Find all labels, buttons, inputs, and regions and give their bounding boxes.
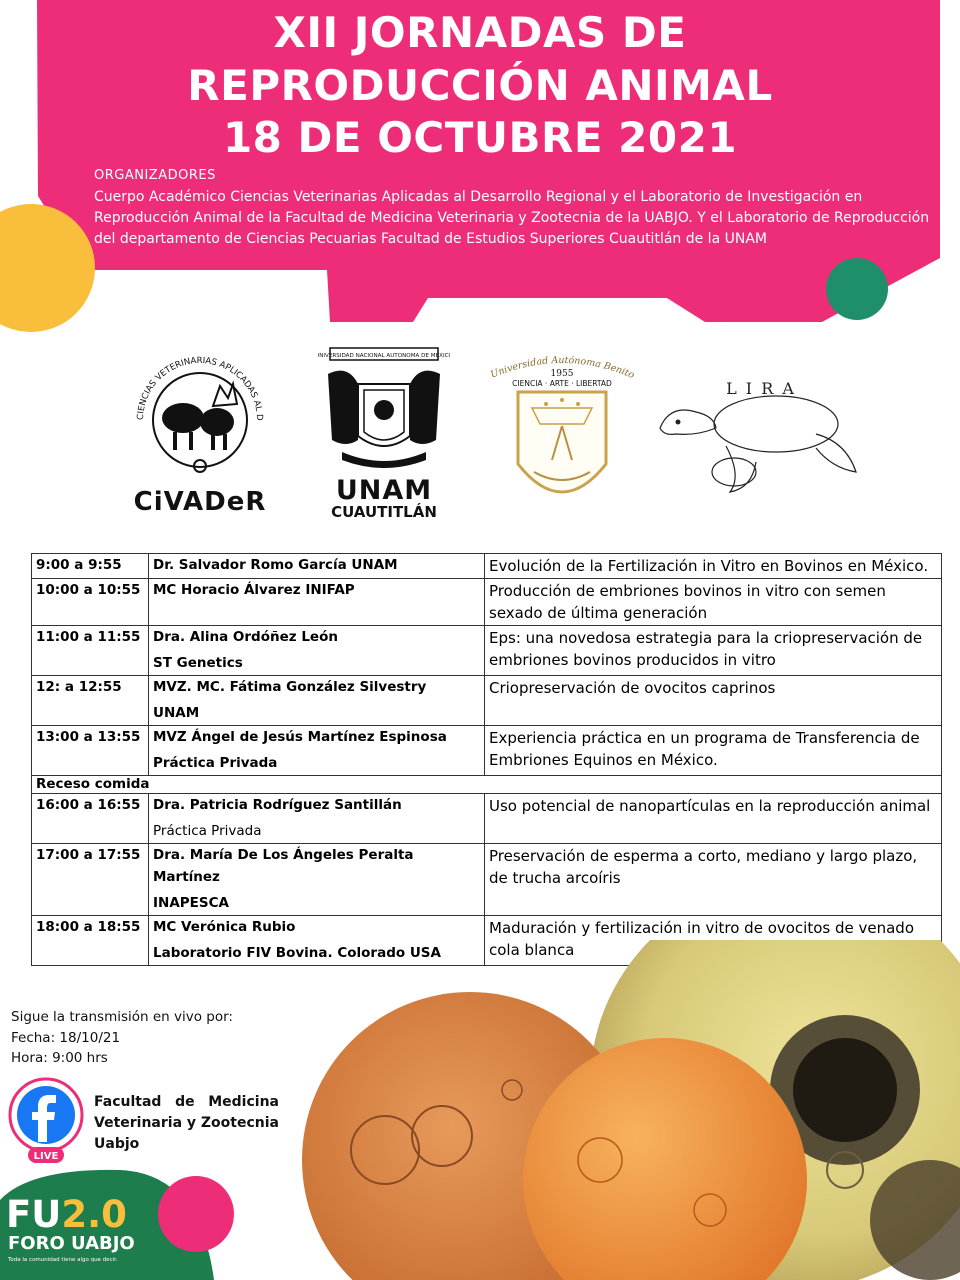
recess-label: Receso comida bbox=[32, 776, 942, 794]
unam-logo bbox=[318, 344, 450, 524]
footer-tagline: Toda la comunidad tiene algo que decir. bbox=[8, 1257, 118, 1263]
broadcast-line: Sigue la transmisión en vivo por: bbox=[11, 1009, 233, 1025]
fu-logo bbox=[6, 1193, 127, 1236]
session-time: 10:00 a 10:55 bbox=[32, 579, 149, 626]
speaker-affiliation: Práctica Privada bbox=[153, 823, 262, 839]
speaker-name: MVZ Ángel de Jesús Martínez Espinosa bbox=[153, 729, 447, 745]
svg-text:CIENCIA · ARTE · LIBERTAD: CIENCIA · ARTE · LIBERTAD bbox=[512, 379, 612, 388]
event-date-title: 18 DE OCTUBRE 2021 bbox=[222, 113, 738, 162]
event-title-line-1: XII JORNADAS DE bbox=[273, 8, 687, 57]
schedule-recess-row bbox=[32, 776, 942, 794]
civader-seal-icon bbox=[125, 348, 275, 478]
schedule-table bbox=[31, 553, 942, 966]
speaker-affiliation: UNAM bbox=[153, 705, 200, 721]
session-time: 13:00 a 13:55 bbox=[32, 726, 149, 776]
unam-campus: CUAUTITLÁN bbox=[331, 503, 437, 521]
session-time: 12: a 12:55 bbox=[32, 676, 149, 726]
live-badge: LIVE bbox=[33, 1151, 59, 1162]
schedule-row bbox=[32, 626, 942, 676]
speaker-affiliation: Práctica Privada bbox=[153, 755, 278, 771]
lira-turtle-icon bbox=[656, 376, 862, 498]
uabjo-logo bbox=[486, 348, 638, 520]
speaker-name: Dra. Patricia Rodríguez Santillán bbox=[153, 797, 402, 813]
session-talk-title: Uso potencial de nanopartículas en la reproducción animal bbox=[485, 794, 942, 844]
speaker-affiliation: INAPESCA bbox=[153, 895, 229, 911]
fu-version: 2.0 bbox=[61, 1193, 127, 1236]
speaker-name: Dra. Alina Ordóñez León bbox=[153, 629, 338, 645]
speaker-name: MVZ. MC. Fátima González Silvestry bbox=[153, 679, 427, 695]
speaker-name: Dr. Salvador Romo García UNAM bbox=[153, 557, 398, 573]
schedule-row bbox=[32, 726, 942, 776]
session-speaker bbox=[149, 844, 485, 916]
session-speaker bbox=[149, 554, 485, 579]
civader-logo bbox=[125, 348, 275, 516]
session-talk-title: Evolución de la Fertilización in Vitro en Bovinos en México. bbox=[485, 554, 942, 579]
svg-text:CIENCIAS VETERINARIAS APLICADA: CIENCIAS VETERINARIAS APLICADAS AL D bbox=[135, 355, 265, 421]
broadcast-time: Hora: 9:00 hrs bbox=[11, 1050, 108, 1066]
lira-logo bbox=[656, 376, 862, 498]
session-speaker bbox=[149, 579, 485, 626]
session-talk-title: Criopreservación de ovocitos caprinos bbox=[485, 676, 942, 726]
session-talk-title: Preservación de esperma a corto, mediano y largo plazo, de trucha arcoíris bbox=[485, 844, 942, 916]
schedule-row bbox=[32, 554, 942, 579]
unam-name: UNAM bbox=[335, 475, 433, 506]
session-speaker bbox=[149, 726, 485, 776]
organizers-heading: ORGANIZADORES bbox=[94, 168, 216, 183]
unam-shield-icon bbox=[318, 344, 450, 472]
fu-text: FU bbox=[6, 1193, 62, 1236]
svg-text:1955: 1955 bbox=[550, 369, 574, 379]
schedule-row bbox=[32, 844, 942, 916]
civader-name: CiVADeR bbox=[133, 487, 267, 517]
session-speaker bbox=[149, 626, 485, 676]
svg-text:UNIVERSIDAD NACIONAL AUTONOMA: UNIVERSIDAD NACIONAL AUTONOMA DE MEXICO bbox=[318, 353, 450, 359]
svg-text:Universidad Autónoma Benito Ju: Universidad Autónoma Benito bbox=[489, 354, 636, 382]
schedule-row bbox=[32, 794, 942, 844]
speaker-name: Dra. María De Los Ángeles Peralta Martínez bbox=[153, 847, 414, 885]
broadcast-date: Fecha: 18/10/21 bbox=[11, 1030, 121, 1046]
session-talk-title: Producción de embriones bovinos in vitro con semen sexado de última generación bbox=[485, 579, 942, 626]
pink-circle-decoration bbox=[158, 1176, 234, 1252]
speaker-affiliation: Laboratorio FIV Bovina. Colorado USA bbox=[153, 945, 441, 961]
session-time: 16:00 a 16:55 bbox=[32, 794, 149, 844]
svg-text:L I R A: L I R A bbox=[726, 379, 796, 398]
teal-circle-decoration bbox=[826, 258, 888, 320]
event-title-line-2: REPRODUCCIÓN ANIMAL bbox=[187, 61, 773, 110]
speaker-name: MC Verónica Rubio bbox=[153, 919, 296, 935]
session-talk-title: Experiencia práctica en un programa de Transferencia de Embriones Equinos en México. bbox=[485, 726, 942, 776]
session-speaker bbox=[149, 794, 485, 844]
session-time: 11:00 a 11:55 bbox=[32, 626, 149, 676]
session-talk-title: Eps: una novedosa estrategia para la criopreservación de embriones bovinos producidos in vitro bbox=[485, 626, 942, 676]
uabjo-shield-icon bbox=[486, 348, 638, 520]
foro-uabjo-text: FORO UABJO bbox=[8, 1233, 135, 1254]
facebook-live-icon[interactable] bbox=[6, 1077, 86, 1165]
schedule-row bbox=[32, 676, 942, 726]
schedule-row bbox=[32, 579, 942, 626]
speaker-affiliation: ST Genetics bbox=[153, 655, 243, 671]
session-speaker bbox=[149, 676, 485, 726]
session-time: 9:00 a 9:55 bbox=[32, 554, 149, 579]
session-talk-title: Maduración y fertilización in vitro de ovocitos de venado cola blanca bbox=[485, 916, 942, 966]
session-time: 18:00 a 18:55 bbox=[32, 916, 149, 966]
facebook-page-name[interactable]: Facultad de Medicina Veterinaria y Zootecnia Uabjo bbox=[94, 1094, 279, 1152]
speaker-name: MC Horacio Álvarez INIFAP bbox=[153, 582, 355, 598]
organizers-text: Cuerpo Académico Ciencias Veterinarias Aplicadas al Desarrollo Regional y el Laboratorio de Investigación en Reproducción Animal de la Facultad de Medicina Veterinaria y Zootecnia de la UABJO. Y el Laboratorio de Reproducción del departamento de Ciencias Pecuarias Facultad de Estudios Superiores Cuautitlán de la UNAM bbox=[94, 189, 930, 247]
session-time: 17:00 a 17:55 bbox=[32, 844, 149, 916]
microscopy-images bbox=[290, 940, 960, 1280]
